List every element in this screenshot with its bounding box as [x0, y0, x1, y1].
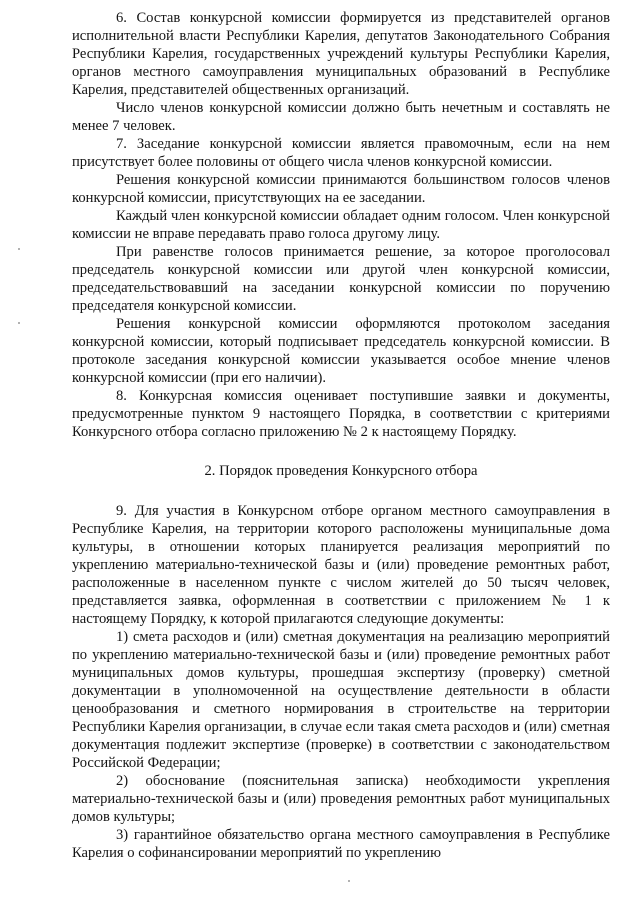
list-item-3: 3) гарантийное обязательство органа местного самоуправления в Республике Карелия о софинансировании мероприятий по укреплению	[72, 827, 610, 861]
paragraph-7-protocol: Решения конкурсной комиссии оформляются протоколом заседания конкурсной комиссии, который подписывает председатель конкурсной комиссии. В протоколе заседания конкурсной комиссии указывается особое мнение членов конкурсной комиссии (при его наличии).	[72, 316, 610, 386]
list-item-1: 1) смета расходов и (или) сметная документация на реализацию мероприятий по укреплению материально-технической базы и (или) проведение ремонтных работ муниципальных домов культуры, прошедшая экспертизу (проверку) сметной документации в уполномоченной на осуществление деятельности в области ценообразования и сметного нормирования в строительстве на территории Республики Карелия организации, в случае если такая смета расходов и (или) сметная документация подлежит экспертизе (проверке) в соответствии с законодательством Российской Федерации;	[72, 629, 610, 771]
paragraph-7-tie: При равенстве голосов принимается решение, за которое проголосовал председатель конкурсной комиссии или другой член конкурсной комиссии, председательствовавший на заседании конкурсной комиссии по поручению председателя конкурсной комиссии.	[72, 244, 610, 314]
paragraph-6: 6. Состав конкурсной комиссии формируется из представителей органов исполнительной власти Республики Карелия, депутатов Законодательного Собрания Республики Карелия, государственных учреждений культуры Республики Карелия, органов местного самоуправления муниципальных образований в Республике Карелия, представителей общественных организаций.	[72, 10, 610, 98]
paragraph-7-votes: Каждый член конкурсной комиссии обладает одним голосом. Член конкурсной комиссии не вправе передавать право голоса другому лицу.	[72, 208, 610, 242]
scan-speck	[348, 880, 350, 882]
scan-speck	[18, 248, 20, 250]
paragraph-7-decisions: Решения конкурсной комиссии принимаются большинством голосов членов конкурсной комиссии, присутствующих на ее заседании.	[72, 172, 610, 206]
paragraph-8: 8. Конкурсная комиссия оценивает поступившие заявки и документы, предусмотренные пунктом 9 настоящего Порядка, в соответствии с критериями Конкурсного отбора согласно приложению № 2 к настоящему Порядку.	[72, 388, 610, 440]
paragraph-7: 7. Заседание конкурсной комиссии является правомочным, если на нем присутствует более половины от общего числа членов конкурсной комиссии.	[72, 136, 610, 170]
scan-speck	[18, 322, 20, 324]
list-item-2: 2) обоснование (пояснительная записка) необходимости укрепления материально-технической базы и (или) проведения ремонтных работ муниципальных домов культуры;	[72, 773, 610, 825]
document-body	[72, 9, 610, 862]
paragraph-9: 9. Для участия в Конкурсном отборе органом местного самоуправления в Республике Карелия, на территории которого расположены муниципальные дома культуры, в отношении которых планируется реализация мероприятий по укреплению материально-технической базы и (или) проведение ремонтных работ, расположенные в населенном пункте с числом жителей до 50 тысяч человек, представляется заявка, оформленная в соответствии с приложением № 1 к настоящему Порядку, к которой прилагаются следующие документы:	[72, 503, 610, 627]
section-heading: 2. Порядок проведения Конкурсного отбора	[204, 463, 478, 479]
paragraph-6-members-count: Число членов конкурсной комиссии должно быть нечетным и составлять не менее 7 человек.	[72, 100, 610, 134]
